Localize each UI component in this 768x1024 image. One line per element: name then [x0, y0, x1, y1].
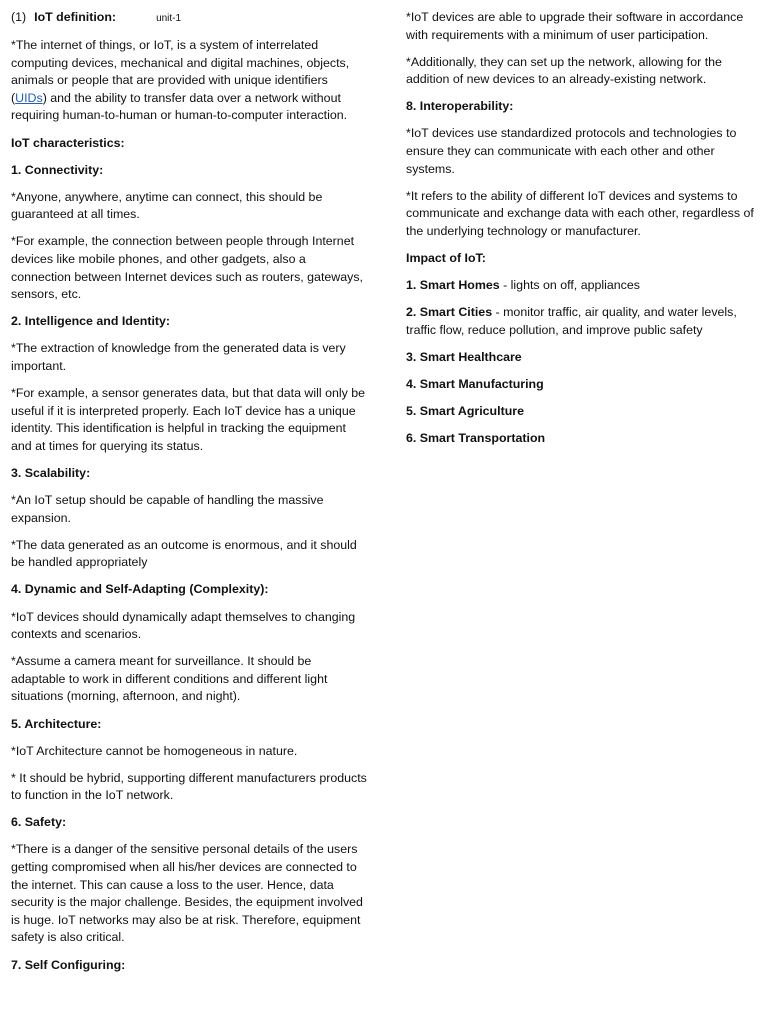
definition-text-before: *The internet of things, or IoT, is a system of interrelated computing devices, mechanical and digital machines, objects, animals or people that are provided with unique identifiers (	[11, 38, 350, 105]
dynamic-paragraph-2: *Assume a camera meant for surveillance. It should be adaptable to work in different conditions and different light situations (morning, afternoon, and night).	[11, 654, 328, 704]
impact-item-smart-cities-title: 2. Smart Cities	[406, 305, 493, 320]
interoperability-paragraph-1: *IoT devices use standardized protocols and technologies to ensure they can communicate with each other and other systems.	[406, 126, 737, 176]
impact-item-smart-agriculture: 5. Smart Agriculture	[406, 404, 524, 419]
self-configuring-heading: 7. Self Configuring:	[11, 957, 126, 972]
characteristics-heading: IoT characteristics:	[11, 135, 125, 150]
impact-item-smart-cities-desc: - monitor traffic, air quality, and water levels, traffic flow, reduce pollution, and improve public safety	[406, 305, 737, 337]
architecture-heading: 5. Architecture:	[11, 716, 102, 731]
page-title: IoT definition:	[34, 10, 117, 24]
definition-text-after: ) and the ability to transfer data over a network without requiring human-to-human or human-to-computer interaction.	[11, 90, 348, 123]
connectivity-paragraph-2: *For example, the connection between people through Internet devices like mobile phones, and other gadgets, also a connection between Internet devices such as routers, gateways, sensors, etc.	[11, 234, 363, 302]
safety-paragraph-1: *There is a danger of the sensitive personal details of the users getting compromised when all his/her devices are connected to the internet. This can cause a loss to the user. Hence, data security is the major challenge. Besides, the equipment involved is huge. IoT networks may also be at risk. Therefore, equipment safety is also critical.	[11, 842, 363, 945]
impact-heading: Impact of IoT:	[406, 251, 486, 266]
scalability-paragraph-1: *An IoT setup should be capable of handling the massive expansion.	[11, 493, 324, 525]
impact-item-smart-homes-title: 1. Smart Homes	[406, 278, 500, 293]
interoperability-heading: 8. Interoperability:	[406, 99, 514, 114]
dynamic-paragraph-1: *IoT devices should dynamically adapt themselves to changing contexts and scenarios.	[11, 609, 356, 642]
impact-item-smart-transportation: 6. Smart Transportation	[406, 431, 546, 446]
title-line	[11, 9, 367, 28]
impact-item-smart-cities	[406, 304, 762, 339]
intelligence-paragraph-1: *The extraction of knowledge from the generated data is very important.	[11, 341, 346, 373]
self-configuring-paragraph-2: *Additionally, they can set up the network, allowing for the addition of new devices to an already-existing network.	[406, 54, 722, 87]
self-configuring-paragraph-1: *IoT devices are able to upgrade their software in accordance with requirements with a minimum of user participation.	[406, 10, 744, 42]
scalability-heading: 3. Scalability:	[11, 465, 91, 480]
definition-paragraph	[11, 37, 367, 125]
uids-link[interactable]: UIDs	[15, 90, 43, 105]
unit-label: unit-1	[156, 13, 182, 24]
intelligence-heading: 2. Intelligence and Identity:	[11, 314, 171, 329]
interoperability-paragraph-2: *It refers to the ability of different IoT devices and systems to communicate and exchange data with each other, regardless of the underlying technology or manufacturer.	[406, 188, 754, 238]
impact-item-smart-homes-desc: - lights on off, appliances	[499, 278, 640, 293]
architecture-paragraph-1: *IoT Architecture cannot be homogeneous in nature.	[11, 743, 298, 758]
title-number: (1)	[11, 10, 27, 24]
scalability-paragraph-2: *The data generated as an outcome is enormous, and it should be handled appropriately	[11, 537, 357, 570]
impact-item-smart-healthcare: 3. Smart Healthcare	[406, 349, 522, 364]
right-column	[406, 9, 762, 457]
safety-heading: 6. Safety:	[11, 815, 67, 830]
connectivity-heading: 1. Connectivity:	[11, 162, 104, 177]
dynamic-heading: 4. Dynamic and Self-Adapting (Complexity):	[11, 582, 269, 597]
impact-item-smart-homes	[406, 277, 762, 295]
impact-item-smart-manufacturing: 4. Smart Manufacturing	[406, 377, 544, 391]
intelligence-paragraph-2: *For example, a sensor generates data, but that data will only be useful if it is interpreted properly. Each IoT device has a unique identity. This identification is helpful in tracking the equipment and at times for querying its status.	[11, 386, 366, 453]
connectivity-paragraph-1: *Anyone, anywhere, anytime can connect, this should be guaranteed at all times.	[11, 189, 323, 222]
left-column	[11, 9, 367, 984]
architecture-paragraph-2: * It should be hybrid, supporting different manufacturers products to function in the IoT network.	[11, 770, 367, 803]
